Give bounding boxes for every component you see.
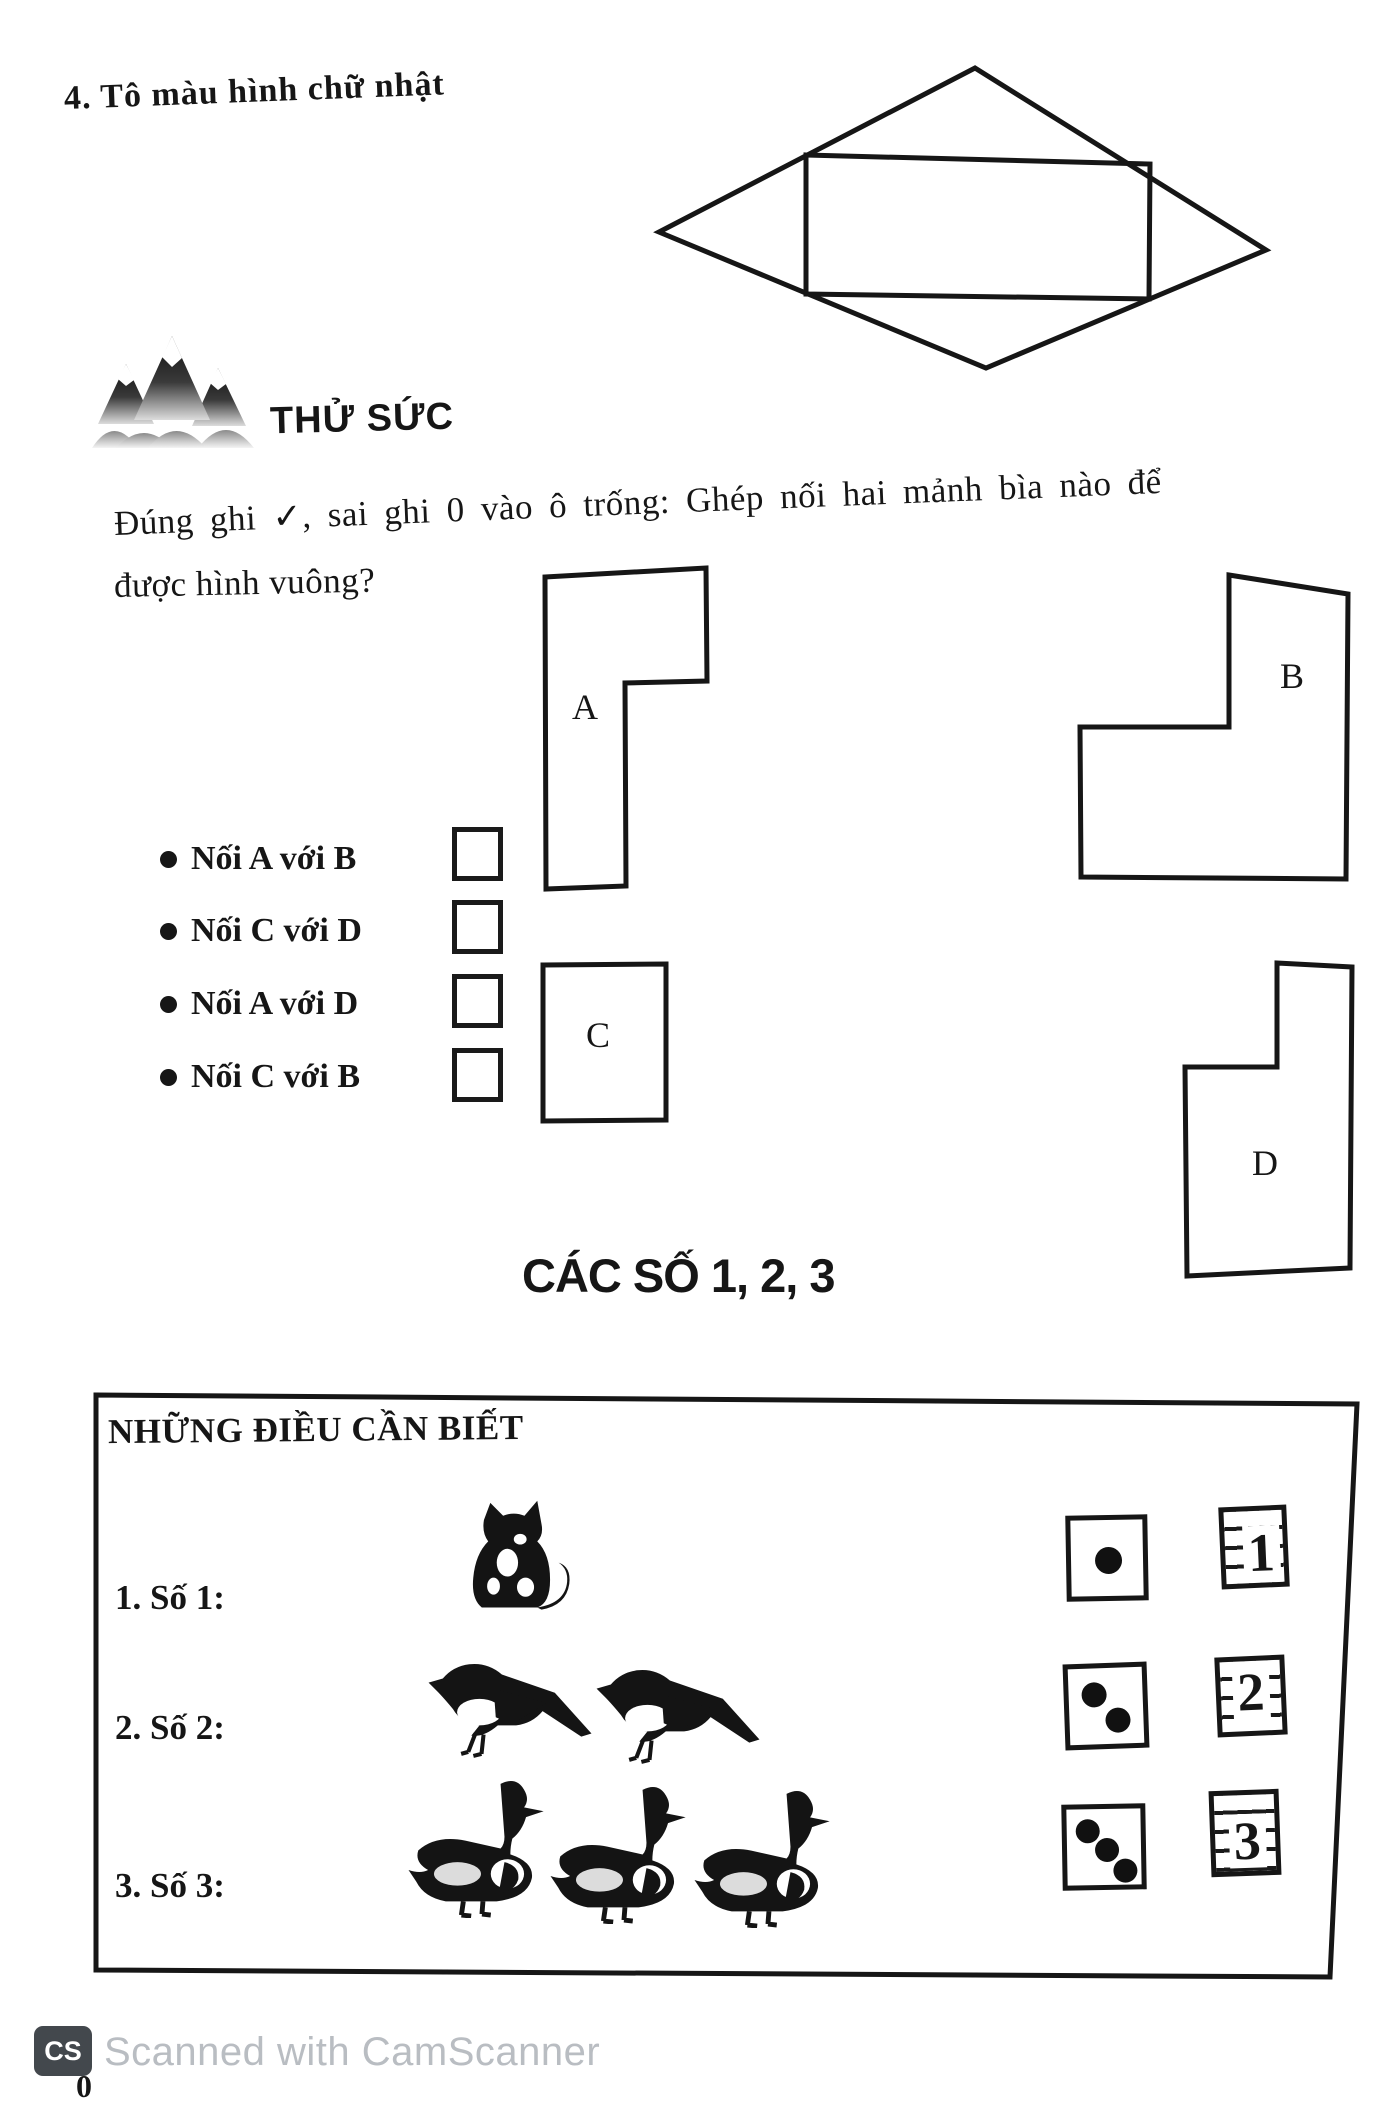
option-label: Nối A với B <box>191 840 357 877</box>
answer-checkbox-A-D[interactable] <box>452 974 503 1028</box>
numeral-card-3 <box>1209 1789 1282 1877</box>
dot-card-2 <box>1063 1662 1150 1751</box>
piece-B-shape <box>1080 575 1348 879</box>
challenge-section-title: THỬ SỨC <box>269 395 455 443</box>
challenge-instruction-line2: được hình vuông? <box>113 560 376 605</box>
dot-card-1 <box>1065 1514 1148 1601</box>
diamond-shape <box>659 68 1266 368</box>
camscanner-logo: CS <box>34 2026 92 2076</box>
challenge-instruction-line1: Đúng ghi ✓, sai ghi 0 vào ô trống: Ghép nối hai mảnh bìa nào để <box>113 461 1163 543</box>
bullet-dot <box>160 923 177 940</box>
answer-checkbox-A-B[interactable] <box>452 827 503 881</box>
bullet-dot <box>160 1069 177 1086</box>
piece-B-label: B <box>1280 656 1305 696</box>
cat-image <box>458 1488 576 1616</box>
option-label: Nối A với D <box>191 985 359 1022</box>
dot-card-3 <box>1061 1803 1146 1890</box>
magpie-image <box>588 1654 766 1766</box>
duck-image <box>404 1776 556 1918</box>
piece-D-label: D <box>1252 1143 1278 1183</box>
page-number: 0 <box>76 2068 92 2104</box>
numeral-2: 2 <box>1231 1664 1270 1720</box>
watermark-text: Scanned with CamScanner <box>104 2030 601 2074</box>
option-row <box>160 985 358 1023</box>
duck-image <box>690 1786 842 1928</box>
piece-D-shape <box>1185 963 1352 1276</box>
row-2-label: 2. Số 2: <box>115 1708 225 1747</box>
piece-A-shape <box>545 568 707 889</box>
row-1-label: 1. Số 1: <box>115 1578 225 1617</box>
inscribed-rectangle <box>806 155 1150 299</box>
dot <box>1113 1858 1137 1882</box>
exercise-4-title: 4. Tô màu hình chữ nhật <box>63 65 446 117</box>
answer-checkbox-C-B[interactable] <box>452 1048 503 1102</box>
dot <box>1105 1707 1131 1733</box>
bullet-dot <box>160 851 177 868</box>
numeral-3: 3 <box>1228 1813 1267 1868</box>
dot <box>1095 1838 1119 1862</box>
bullet-dot <box>160 996 177 1013</box>
magpie-image <box>420 1648 598 1760</box>
row-3-label: 3. Số 3: <box>115 1866 225 1905</box>
option-row <box>160 1058 360 1096</box>
answer-checkbox-C-D[interactable] <box>452 900 503 954</box>
mountains-icon <box>86 330 258 448</box>
numeral-1: 1 <box>1242 1525 1281 1581</box>
numeral-card-2 <box>1214 1655 1287 1738</box>
numeral-card-1 <box>1218 1505 1290 1590</box>
dot <box>1076 1819 1100 1843</box>
piece-C-label: C <box>586 1015 611 1055</box>
info-box-header: NHỮNG ĐIỀU CẦN BIẾT <box>107 1407 524 1452</box>
duck-image <box>546 1782 698 1924</box>
dot <box>1081 1682 1107 1708</box>
option-label: Nối C với D <box>191 912 362 949</box>
option-row <box>160 912 362 950</box>
option-row <box>160 840 356 878</box>
piece-A-label: A <box>572 687 598 727</box>
option-label: Nối C với B <box>191 1058 361 1095</box>
dot <box>1095 1547 1122 1574</box>
lesson-title: CÁC SỐ 1, 2, 3 <box>522 1249 835 1302</box>
